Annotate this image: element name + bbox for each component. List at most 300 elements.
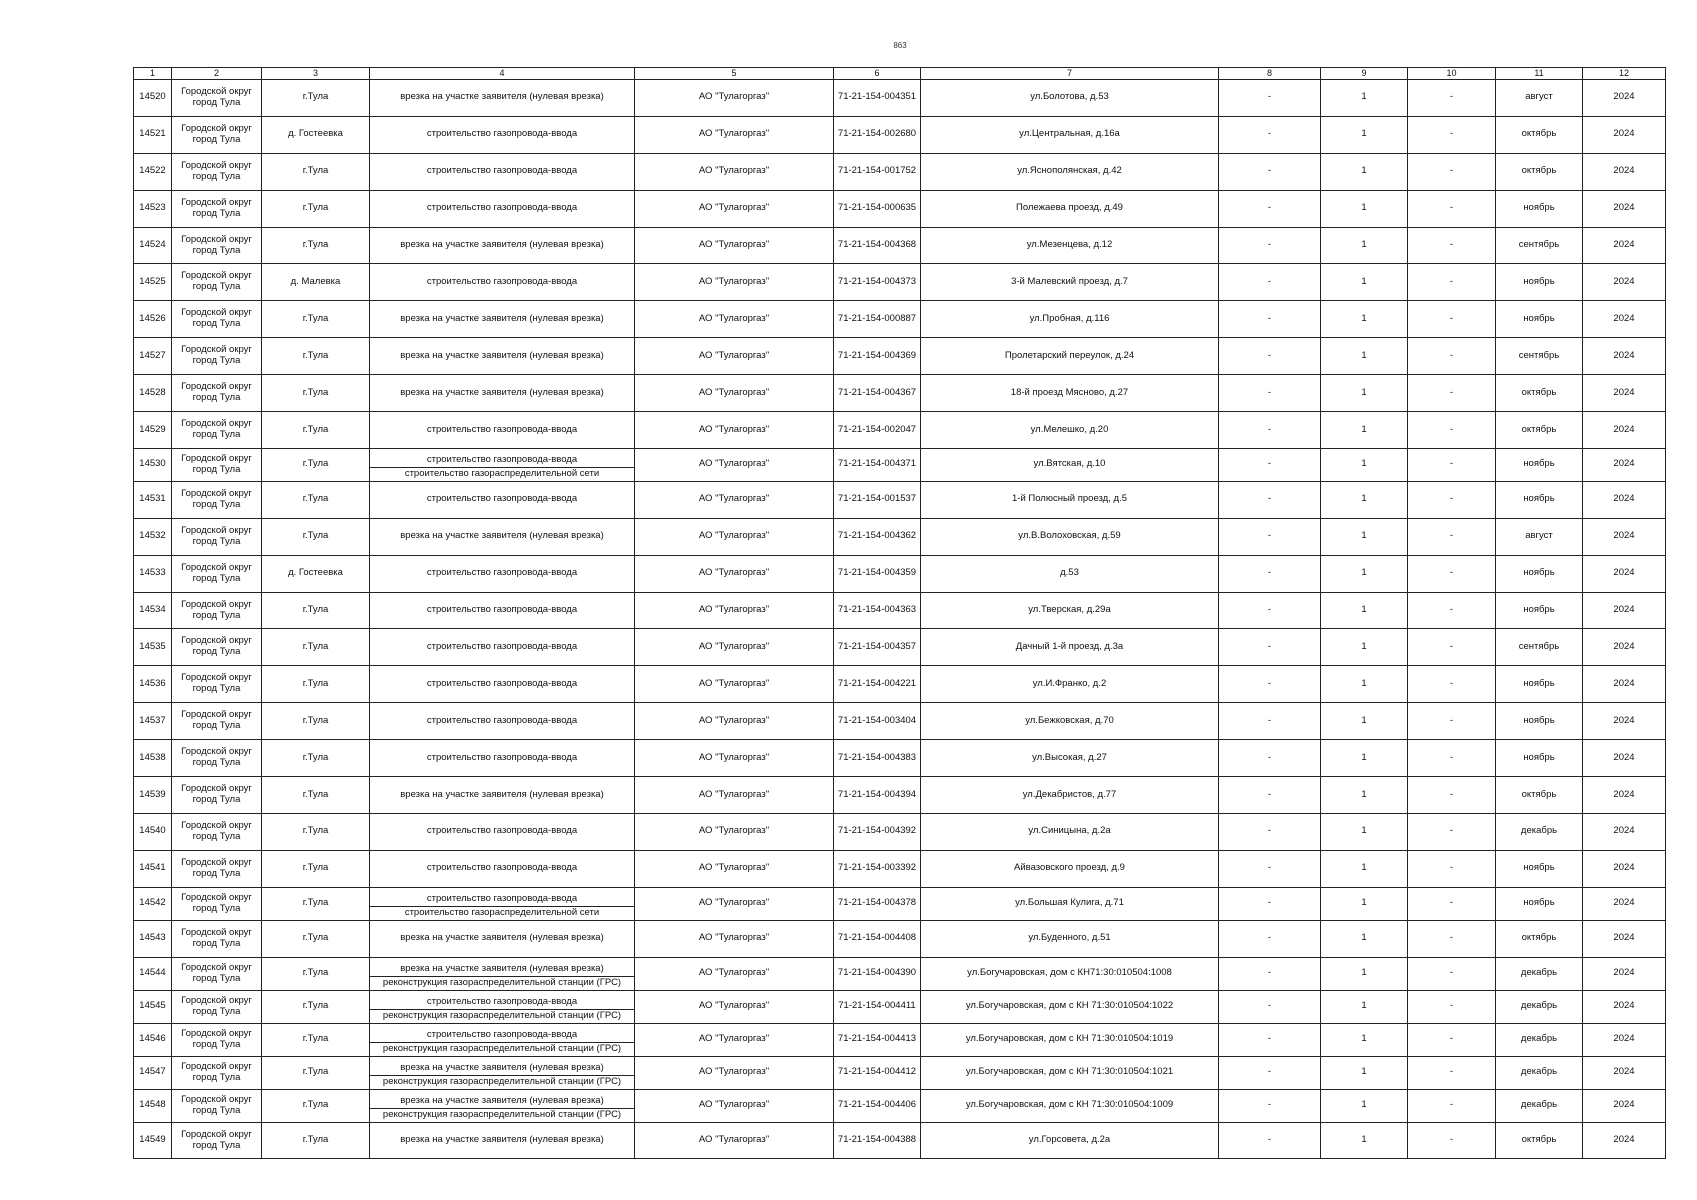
year-cell: 2024 [1583, 1056, 1666, 1089]
year-cell: 2024 [1583, 264, 1666, 301]
address-cell: ул.Декабристов, д.77 [921, 777, 1219, 814]
row-number: 14548 [134, 1089, 172, 1122]
district-cell: Городской округ город Тула [172, 153, 262, 190]
year-cell: 2024 [1583, 518, 1666, 555]
organization-cell: АО "Тулагоргаз" [635, 555, 834, 592]
year-cell: 2024 [1583, 1122, 1666, 1159]
code-cell: 71-21-154-004390 [834, 957, 921, 990]
code-cell: 71-21-154-004359 [834, 555, 921, 592]
col-8-cell: - [1219, 227, 1321, 264]
row-number: 14549 [134, 1122, 172, 1159]
place-cell: г.Тула [262, 448, 370, 481]
place-cell: д. Малевка [262, 264, 370, 301]
works-cell: строительство газопровода-ввода [370, 190, 635, 227]
col-10-cell: - [1408, 990, 1496, 1023]
year-cell: 2024 [1583, 190, 1666, 227]
year-cell: 2024 [1583, 448, 1666, 481]
organization-cell: АО "Тулагоргаз" [635, 703, 834, 740]
col-9-cell: 1 [1321, 1056, 1408, 1089]
col-10-cell: - [1408, 518, 1496, 555]
month-cell: декабрь [1496, 1023, 1583, 1056]
organization-cell: АО "Тулагоргаз" [635, 990, 834, 1023]
organization-cell: АО "Тулагоргаз" [635, 518, 834, 555]
works-line-secondary: строительство газораспределительной сети [370, 906, 634, 920]
col-9-cell: 1 [1321, 703, 1408, 740]
works-cell: строительство газопровода-ввода [370, 412, 635, 449]
row-number: 14546 [134, 1023, 172, 1056]
header-col-9: 9 [1321, 68, 1408, 80]
col-8-cell: - [1219, 1056, 1321, 1089]
district-cell: Городской округ город Тула [172, 555, 262, 592]
table-row [134, 412, 1666, 449]
month-cell: сентябрь [1496, 338, 1583, 375]
code-cell: 71-21-154-004408 [834, 920, 921, 957]
address-cell: ул.Богучаровская, дом с КН 71:30:010504:1019 [921, 1023, 1219, 1056]
works-cell: врезка на участке заявителя (нулевая врезка) [370, 375, 635, 412]
col-8-cell: - [1219, 990, 1321, 1023]
col-10-cell: - [1408, 448, 1496, 481]
month-cell: октябрь [1496, 777, 1583, 814]
address-cell: 18-й проезд Мясново, д.27 [921, 375, 1219, 412]
place-cell: г.Тула [262, 813, 370, 850]
district-cell: Городской округ город Тула [172, 957, 262, 990]
place-cell: г.Тула [262, 740, 370, 777]
month-cell: декабрь [1496, 990, 1583, 1023]
place-cell: г.Тула [262, 1023, 370, 1056]
col-10-cell: - [1408, 1122, 1496, 1159]
header-col-7: 7 [921, 68, 1219, 80]
year-cell: 2024 [1583, 116, 1666, 153]
col-9-cell: 1 [1321, 1089, 1408, 1122]
district-cell: Городской округ город Тула [172, 1089, 262, 1122]
district-cell: Городской округ город Тула [172, 740, 262, 777]
row-number: 14521 [134, 116, 172, 153]
year-cell: 2024 [1583, 481, 1666, 518]
gas-connection-table [133, 67, 1666, 1159]
col-8-cell: - [1219, 153, 1321, 190]
district-cell: Городской округ город Тула [172, 448, 262, 481]
month-cell: сентябрь [1496, 629, 1583, 666]
code-cell: 71-21-154-004367 [834, 375, 921, 412]
works-cell: строительство газопровода-ввода [370, 592, 635, 629]
place-cell: г.Тула [262, 703, 370, 740]
table-row [134, 850, 1666, 887]
year-cell: 2024 [1583, 920, 1666, 957]
year-cell: 2024 [1583, 850, 1666, 887]
address-cell: ул.Яснополянская, д.42 [921, 153, 1219, 190]
header-col-5: 5 [635, 68, 834, 80]
month-cell: декабрь [1496, 957, 1583, 990]
col-9-cell: 1 [1321, 957, 1408, 990]
col-8-cell: - [1219, 80, 1321, 117]
col-8-cell: - [1219, 703, 1321, 740]
col-9-cell: 1 [1321, 990, 1408, 1023]
organization-cell: АО "Тулагоргаз" [635, 1089, 834, 1122]
row-number: 14544 [134, 957, 172, 990]
col-8-cell: - [1219, 448, 1321, 481]
table-row [134, 1056, 1666, 1089]
code-cell: 71-21-154-004388 [834, 1122, 921, 1159]
works-line-primary: врезка на участке заявителя (нулевая врезка) [400, 1061, 604, 1073]
place-cell: г.Тула [262, 375, 370, 412]
code-cell: 71-21-154-004392 [834, 813, 921, 850]
place-cell: г.Тула [262, 301, 370, 338]
works-cell: врезка на участке заявителя (нулевая врезка) [370, 777, 635, 814]
place-cell: д. Гостеевка [262, 555, 370, 592]
table-row [134, 957, 1666, 990]
address-cell: ул.Вятская, д.10 [921, 448, 1219, 481]
table-row [134, 448, 1666, 481]
month-cell: ноябрь [1496, 850, 1583, 887]
col-10-cell: - [1408, 227, 1496, 264]
place-cell: г.Тула [262, 957, 370, 990]
col-10-cell: - [1408, 555, 1496, 592]
table-row [134, 1089, 1666, 1122]
address-cell: ул.И.Франко, д.2 [921, 666, 1219, 703]
code-cell: 71-21-154-000887 [834, 301, 921, 338]
col-9-cell: 1 [1321, 412, 1408, 449]
works-cell [370, 1023, 635, 1056]
organization-cell: АО "Тулагоргаз" [635, 920, 834, 957]
code-cell: 71-21-154-004411 [834, 990, 921, 1023]
year-cell: 2024 [1583, 957, 1666, 990]
row-number: 14535 [134, 629, 172, 666]
code-cell: 71-21-154-004368 [834, 227, 921, 264]
works-cell: строительство газопровода-ввода [370, 850, 635, 887]
row-number: 14522 [134, 153, 172, 190]
month-cell: ноябрь [1496, 592, 1583, 629]
table-row [134, 227, 1666, 264]
row-number: 14540 [134, 813, 172, 850]
organization-cell: АО "Тулагоргаз" [635, 629, 834, 666]
table-row [134, 338, 1666, 375]
year-cell: 2024 [1583, 629, 1666, 666]
address-cell: д.53 [921, 555, 1219, 592]
col-10-cell: - [1408, 703, 1496, 740]
address-cell: ул.Синицына, д.2а [921, 813, 1219, 850]
table-row [134, 666, 1666, 703]
address-cell: ул.Высокая, д.27 [921, 740, 1219, 777]
col-8-cell: - [1219, 264, 1321, 301]
organization-cell: АО "Тулагоргаз" [635, 481, 834, 518]
header-col-11: 11 [1496, 68, 1583, 80]
table-row [134, 518, 1666, 555]
row-number: 14531 [134, 481, 172, 518]
col-10-cell: - [1408, 1089, 1496, 1122]
month-cell: ноябрь [1496, 703, 1583, 740]
col-10-cell: - [1408, 80, 1496, 117]
header-row [134, 68, 1666, 80]
month-cell: ноябрь [1496, 666, 1583, 703]
works-cell: врезка на участке заявителя (нулевая врезка) [370, 518, 635, 555]
month-cell: октябрь [1496, 153, 1583, 190]
place-cell: г.Тула [262, 920, 370, 957]
district-cell: Городской округ город Тула [172, 1056, 262, 1089]
month-cell: декабрь [1496, 1056, 1583, 1089]
organization-cell: АО "Тулагоргаз" [635, 448, 834, 481]
col-9-cell: 1 [1321, 555, 1408, 592]
table-row [134, 375, 1666, 412]
code-cell: 71-21-154-004378 [834, 887, 921, 920]
year-cell: 2024 [1583, 412, 1666, 449]
code-cell: 71-21-154-003392 [834, 850, 921, 887]
col-10-cell: - [1408, 481, 1496, 518]
month-cell: октябрь [1496, 1122, 1583, 1159]
year-cell: 2024 [1583, 555, 1666, 592]
month-cell: сентябрь [1496, 227, 1583, 264]
works-cell [370, 1056, 635, 1089]
organization-cell: АО "Тулагоргаз" [635, 740, 834, 777]
district-cell: Городской округ город Тула [172, 301, 262, 338]
organization-cell: АО "Тулагоргаз" [635, 666, 834, 703]
works-line-primary: строительство газопровода-ввода [426, 454, 578, 466]
organization-cell: АО "Тулагоргаз" [635, 80, 834, 117]
district-cell: Городской округ город Тула [172, 80, 262, 117]
col-8-cell: - [1219, 1023, 1321, 1056]
code-cell: 71-21-154-001537 [834, 481, 921, 518]
table-row [134, 1122, 1666, 1159]
organization-cell: АО "Тулагоргаз" [635, 850, 834, 887]
col-9-cell: 1 [1321, 1122, 1408, 1159]
works-cell: строительство газопровода-ввода [370, 481, 635, 518]
district-cell: Городской округ город Тула [172, 703, 262, 740]
address-cell: ул.Богучаровская, дом с КН 71:30:010504:1021 [921, 1056, 1219, 1089]
address-cell: Айвазовского проезд, д.9 [921, 850, 1219, 887]
year-cell: 2024 [1583, 227, 1666, 264]
row-number: 14542 [134, 887, 172, 920]
works-cell [370, 957, 635, 990]
organization-cell: АО "Тулагоргаз" [635, 777, 834, 814]
month-cell: декабрь [1496, 813, 1583, 850]
place-cell: г.Тула [262, 592, 370, 629]
col-10-cell: - [1408, 887, 1496, 920]
works-line-primary: врезка на участке заявителя (нулевая врезка) [400, 962, 604, 974]
organization-cell: АО "Тулагоргаз" [635, 190, 834, 227]
address-cell: ул.Болотова, д.53 [921, 80, 1219, 117]
col-9-cell: 1 [1321, 301, 1408, 338]
code-cell: 71-21-154-001752 [834, 153, 921, 190]
col-10-cell: - [1408, 301, 1496, 338]
works-cell: строительство газопровода-ввода [370, 813, 635, 850]
col-10-cell: - [1408, 1023, 1496, 1056]
place-cell: г.Тула [262, 80, 370, 117]
district-cell: Городской округ город Тула [172, 592, 262, 629]
year-cell: 2024 [1583, 592, 1666, 629]
address-cell: ул.Богучаровская, дом с КН71:30:010504:1008 [921, 957, 1219, 990]
organization-cell: АО "Тулагоргаз" [635, 153, 834, 190]
year-cell: 2024 [1583, 666, 1666, 703]
header-col-12: 12 [1583, 68, 1666, 80]
month-cell: август [1496, 518, 1583, 555]
col-9-cell: 1 [1321, 448, 1408, 481]
works-cell: врезка на участке заявителя (нулевая врезка) [370, 227, 635, 264]
address-cell: ул.Мелешко, д.20 [921, 412, 1219, 449]
year-cell: 2024 [1583, 813, 1666, 850]
organization-cell: АО "Тулагоргаз" [635, 375, 834, 412]
table-row [134, 813, 1666, 850]
col-8-cell: - [1219, 481, 1321, 518]
organization-cell: АО "Тулагоргаз" [635, 1056, 834, 1089]
col-8-cell: - [1219, 555, 1321, 592]
code-cell: 71-21-154-004369 [834, 338, 921, 375]
place-cell: г.Тула [262, 850, 370, 887]
col-10-cell: - [1408, 740, 1496, 777]
district-cell: Городской округ город Тула [172, 481, 262, 518]
district-cell: Городской округ город Тула [172, 990, 262, 1023]
header-col-10: 10 [1408, 68, 1496, 80]
district-cell: Городской округ город Тула [172, 375, 262, 412]
row-number: 14541 [134, 850, 172, 887]
month-cell: август [1496, 80, 1583, 117]
address-cell: ул.Тверская, д.29а [921, 592, 1219, 629]
row-number: 14536 [134, 666, 172, 703]
works-cell: врезка на участке заявителя (нулевая врезка) [370, 1122, 635, 1159]
header-col-2: 2 [172, 68, 262, 80]
col-8-cell: - [1219, 887, 1321, 920]
place-cell: г.Тула [262, 412, 370, 449]
row-number: 14530 [134, 448, 172, 481]
works-cell [370, 887, 635, 920]
works-cell: строительство газопровода-ввода [370, 666, 635, 703]
row-number: 14532 [134, 518, 172, 555]
header-col-6: 6 [834, 68, 921, 80]
table-row [134, 555, 1666, 592]
code-cell: 71-21-154-004221 [834, 666, 921, 703]
col-10-cell: - [1408, 190, 1496, 227]
code-cell: 71-21-154-004363 [834, 592, 921, 629]
month-cell: ноябрь [1496, 481, 1583, 518]
col-8-cell: - [1219, 375, 1321, 412]
col-9-cell: 1 [1321, 813, 1408, 850]
col-10-cell: - [1408, 957, 1496, 990]
table-row [134, 703, 1666, 740]
year-cell: 2024 [1583, 301, 1666, 338]
col-9-cell: 1 [1321, 887, 1408, 920]
col-8-cell: - [1219, 412, 1321, 449]
col-8-cell: - [1219, 592, 1321, 629]
place-cell: г.Тула [262, 887, 370, 920]
address-cell: 1-й Полюсный проезд, д.5 [921, 481, 1219, 518]
col-10-cell: - [1408, 1056, 1496, 1089]
organization-cell: АО "Тулагоргаз" [635, 813, 834, 850]
district-cell: Городской округ город Тула [172, 116, 262, 153]
organization-cell: АО "Тулагоргаз" [635, 116, 834, 153]
organization-cell: АО "Тулагоргаз" [635, 957, 834, 990]
address-cell: ул.В.Волоховская, д.59 [921, 518, 1219, 555]
col-10-cell: - [1408, 338, 1496, 375]
address-cell: ул.Мезенцева, д.12 [921, 227, 1219, 264]
month-cell: декабрь [1496, 1089, 1583, 1122]
table-row [134, 592, 1666, 629]
table-row [134, 190, 1666, 227]
district-cell: Городской округ город Тула [172, 412, 262, 449]
col-9-cell: 1 [1321, 153, 1408, 190]
district-cell: Городской округ город Тула [172, 518, 262, 555]
code-cell: 71-21-154-004412 [834, 1056, 921, 1089]
district-cell: Городской округ город Тула [172, 887, 262, 920]
year-cell: 2024 [1583, 80, 1666, 117]
table-body [134, 80, 1666, 1159]
col-10-cell: - [1408, 375, 1496, 412]
place-cell: г.Тула [262, 227, 370, 264]
place-cell: г.Тула [262, 1056, 370, 1089]
month-cell: октябрь [1496, 375, 1583, 412]
works-cell [370, 1089, 635, 1122]
year-cell: 2024 [1583, 740, 1666, 777]
row-number: 14547 [134, 1056, 172, 1089]
district-cell: Городской округ город Тула [172, 666, 262, 703]
col-10-cell: - [1408, 153, 1496, 190]
col-10-cell: - [1408, 592, 1496, 629]
table-row [134, 153, 1666, 190]
month-cell: ноябрь [1496, 190, 1583, 227]
works-cell [370, 990, 635, 1023]
row-number: 14528 [134, 375, 172, 412]
code-cell: 71-21-154-004383 [834, 740, 921, 777]
col-9-cell: 1 [1321, 80, 1408, 117]
district-cell: Городской округ город Тула [172, 1122, 262, 1159]
address-cell: Полежаева проезд, д.49 [921, 190, 1219, 227]
district-cell: Городской округ город Тула [172, 777, 262, 814]
col-8-cell: - [1219, 777, 1321, 814]
year-cell: 2024 [1583, 887, 1666, 920]
works-line-secondary: реконструкция газораспределительной станции (ГРС) [370, 976, 634, 990]
place-cell: г.Тула [262, 153, 370, 190]
address-cell: ул.Бежковская, д.70 [921, 703, 1219, 740]
district-cell: Городской округ город Тула [172, 920, 262, 957]
col-8-cell: - [1219, 338, 1321, 375]
row-number: 14537 [134, 703, 172, 740]
month-cell: ноябрь [1496, 264, 1583, 301]
organization-cell: АО "Тулагоргаз" [635, 227, 834, 264]
col-10-cell: - [1408, 813, 1496, 850]
organization-cell: АО "Тулагоргаз" [635, 592, 834, 629]
col-9-cell: 1 [1321, 777, 1408, 814]
col-10-cell: - [1408, 850, 1496, 887]
table-row [134, 777, 1666, 814]
address-cell: ул.Буденного, д.51 [921, 920, 1219, 957]
header-col-3: 3 [262, 68, 370, 80]
col-8-cell: - [1219, 740, 1321, 777]
col-8-cell: - [1219, 1089, 1321, 1122]
row-number: 14534 [134, 592, 172, 629]
code-cell: 71-21-154-004357 [834, 629, 921, 666]
district-cell: Городской округ город Тула [172, 1023, 262, 1056]
code-cell: 71-21-154-003404 [834, 703, 921, 740]
address-cell: Пролетарский переулок, д.24 [921, 338, 1219, 375]
district-cell: Городской округ город Тула [172, 629, 262, 666]
organization-cell: АО "Тулагоргаз" [635, 887, 834, 920]
address-cell: Дачный 1-й проезд, д.3а [921, 629, 1219, 666]
col-9-cell: 1 [1321, 1023, 1408, 1056]
year-cell: 2024 [1583, 375, 1666, 412]
organization-cell: АО "Тулагоргаз" [635, 1023, 834, 1056]
district-cell: Городской округ город Тула [172, 338, 262, 375]
year-cell: 2024 [1583, 703, 1666, 740]
works-line-primary: строительство газопровода-ввода [426, 892, 578, 904]
place-cell: г.Тула [262, 777, 370, 814]
month-cell: ноябрь [1496, 740, 1583, 777]
table-row [134, 80, 1666, 117]
address-cell: ул.Богучаровская, дом с КН 71:30:010504:1022 [921, 990, 1219, 1023]
code-cell: 71-21-154-004351 [834, 80, 921, 117]
code-cell: 71-21-154-004371 [834, 448, 921, 481]
code-cell: 71-21-154-000635 [834, 190, 921, 227]
col-8-cell: - [1219, 666, 1321, 703]
col-10-cell: - [1408, 264, 1496, 301]
address-cell: 3-й Малевский проезд, д.7 [921, 264, 1219, 301]
place-cell: г.Тула [262, 481, 370, 518]
